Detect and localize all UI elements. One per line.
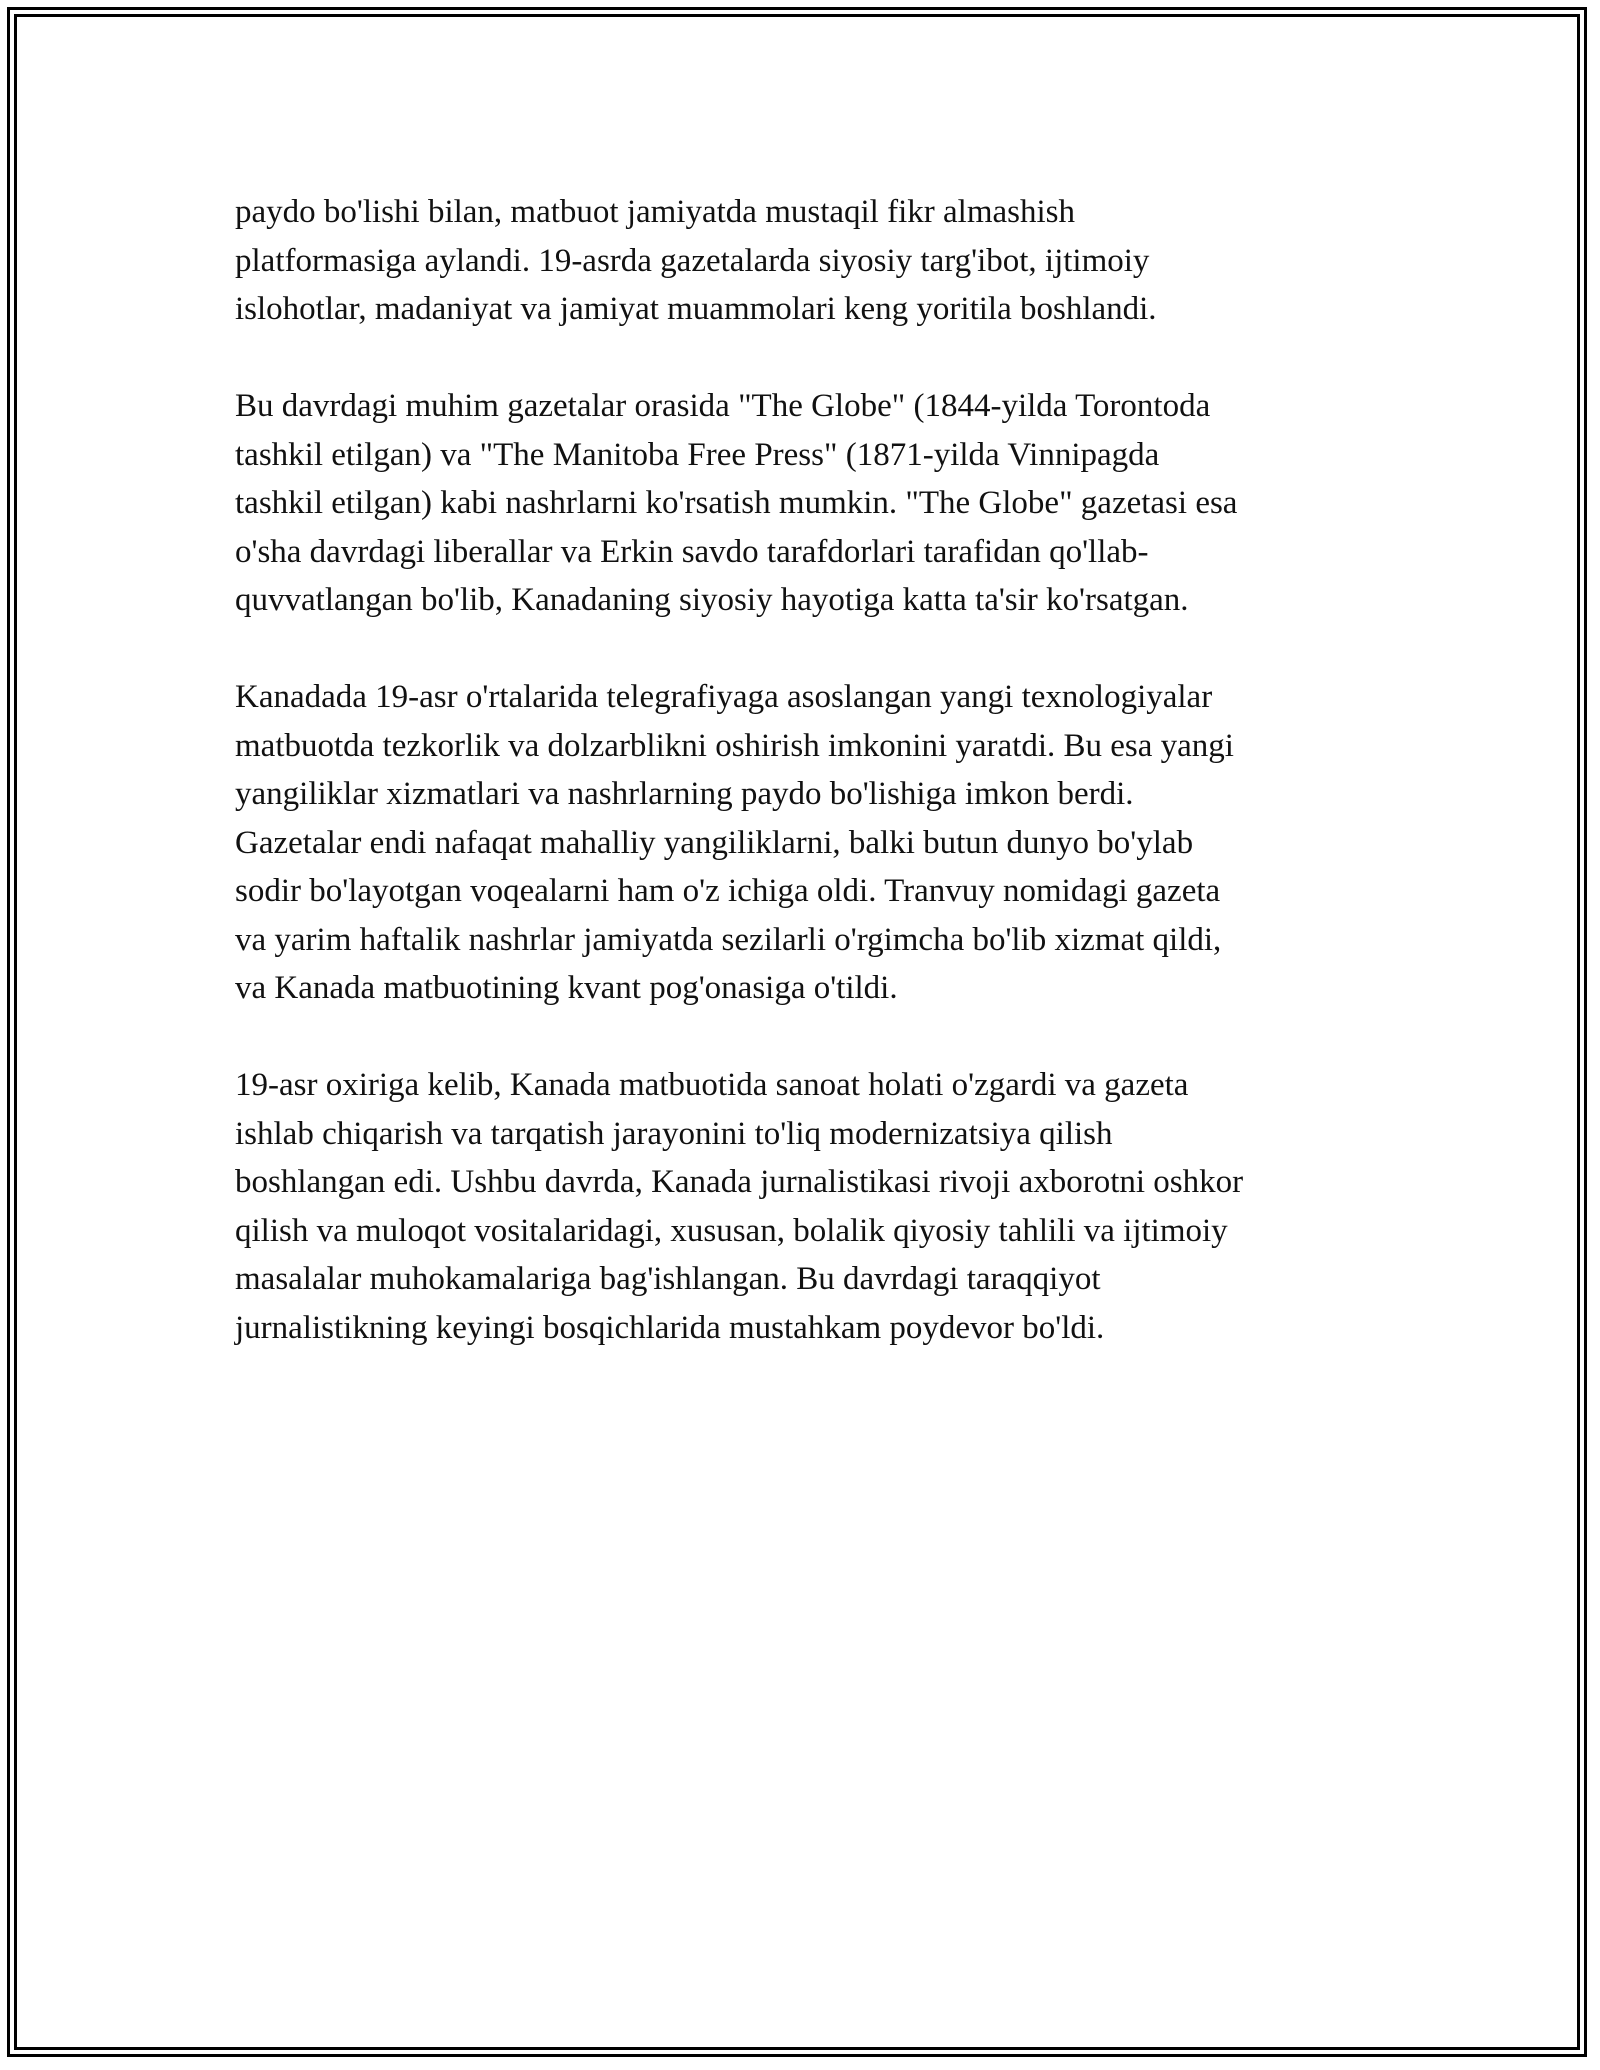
document-body bbox=[235, 188, 1385, 1352]
paragraph-4: 19-asr oxiriga kelib, Kanada matbuotida sanoat holati o'zgardi va gazeta ishlab chiqarish va tarqatish jarayonini to'liq modernizatsiya qilish boshlangan edi. Ushbu davrda, Kanada jurnalistikasi rivoji axborotni oshkor qilish va muloqot vositalaridagi, xususan, bolalik qiyosiy tahlili va ijtimoiy masalalar muhokamalariga bag'ishlangan. Bu davrdagi taraqqiyot jurnalistikning keyingi bosqichlarida mustahkam poydevor bo'ldi. bbox=[235, 1067, 1244, 1346]
paragraph-2: Bu davrdagi muhim gazetalar orasida "The Globe" (1844-yilda Torontoda tashkil etilgan) va "The Manitoba Free Press" (1871-yilda Vinnipagda tashkil etilgan) kabi nashrlarni ko'rsatish mumkin. "The Globe" gazetasi esa o'sha davrdagi liberallar va Erkin savdo tarafdorlari tarafidan qo'llab- quvvatlangan bo'lib, Kanadaning siyosiy hayotiga katta ta'sir ko'rsatgan. bbox=[235, 388, 1238, 618]
paragraph-1: paydo bo'lishi bilan, matbuot jamiyatda mustaqil fikr almashish platformasiga aylandi. 19-asrda gazetalarda siyosiy targ'ibot, ijtimoiy islohotlar, madaniyat va jamiyat muammolari keng yoritila boshlandi. bbox=[235, 194, 1157, 327]
paragraph-3: Kanadada 19-asr o'rtalarida telegrafiyaga asoslangan yangi texnologiyalar matbuotda tezkorlik va dolzarblikni oshirish imkonini yaratdi. Bu esa yangi yangiliklar xizmatlari va nashrlarning paydo bo'lishiga imkon berdi. Gazetalar endi nafaqat mahalliy yangiliklarni, balki butun dunyo bo'ylab sodir bo'layotgan voqealarni ham o'z ichiga oldi. Tranvuy nomidagi gazeta va yarim haftalik nashrlar jamiyatda sezilarli o'rgimcha bo'lib xizmat qildi, va Kanada matbuotining kvant pog'onasiga o'tildi. bbox=[235, 679, 1234, 1006]
